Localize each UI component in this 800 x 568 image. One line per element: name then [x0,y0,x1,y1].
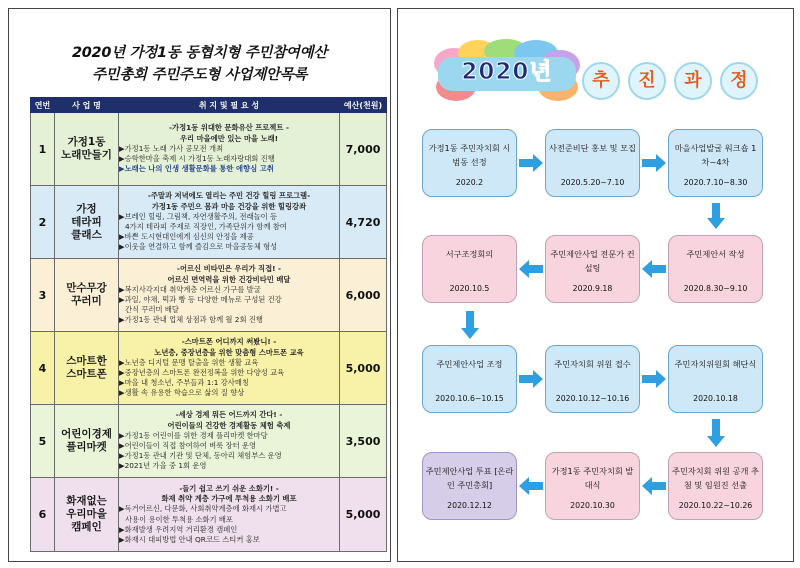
header-project-name: 사 업 명 [55,98,119,113]
name-line: 화재없는 [66,495,107,507]
banner-year: 2020년 [461,59,553,85]
name-line: 만수무강 [66,282,107,294]
desc-line: ▶어린이들이 직접 참여하여 벼룩 장터 운영 [119,441,257,450]
desc-line: ▶이웃을 연결하고 함께 즐김으로 마을공동체 형성 [119,242,278,252]
name-line: 클래스 [71,228,102,241]
step-title: 가정1동 주민자치회 시범동 선정 [428,143,511,167]
name-line: 가정1동 [67,136,106,148]
desc-line: ▶바쁜 도시현대인에게 심신의 안정을 제공 [119,232,254,242]
step-date: 2020.5.20~7.10 [560,178,625,187]
header-purpose: 취 지 및 필 요 성 [119,98,340,113]
desc-line: ▶가정1동 노래 가사 공모전 개최 [119,143,224,153]
process-banner [432,39,772,107]
process-step [545,129,640,197]
process-step [422,235,517,303]
row-project-name [55,332,119,405]
row-budget: 4,720 [340,186,387,259]
header-budget: 예산(천원) [340,98,387,113]
step-date: 2020.8.30~9.10 [683,284,748,293]
step-title: 주민자치위원회 해단식 [674,359,757,369]
arrow-left-icon [519,477,543,495]
banner-char: 진 [628,62,666,100]
step-title: 서구조정회의 [445,249,494,259]
arrow-down-icon [707,419,725,447]
table-row [31,405,387,478]
desc-line: 사용이 용이한 투척용 소화기 배포 [125,514,233,524]
desc-subheading: 어린이들의 건강한 경제활동 체험 축제 [167,420,291,430]
row-number: 2 [31,186,55,259]
row-number: 4 [31,332,55,405]
step-title: 가정1동 주민자치회 발대식 [551,466,634,490]
project-table [30,97,387,552]
row-budget: 7,000 [340,113,387,186]
row-description [119,332,340,405]
step-date: 2020.12.12 [447,501,492,510]
row-description [119,186,340,259]
process-step [422,452,517,520]
process-step [668,452,763,520]
table-row [31,478,387,552]
desc-line: ▶중장년층의 스마트폰 완전정복을 위한 다양성 교육 [119,368,285,377]
desc-line: ▶마을 내 청소년, 주부들과 1:1 강사매칭 [119,378,249,388]
table-row [31,113,387,186]
table-header-row [31,98,387,113]
process-step [668,345,763,413]
table-row [31,332,387,405]
process-step [545,345,640,413]
banner-char: 과 [674,62,712,100]
desc-line: ▶승학한마을 축제 시 가정1동 노래자랑대회 진행 [119,154,275,164]
name-line: 가정 [76,202,97,215]
row-project-name [55,113,119,186]
row-project-name [55,405,119,478]
name-line: 노래만들기 [61,149,112,161]
desc-heading: -스마트폰 어디까지 써봤니! - [181,337,277,347]
step-date: 2020.9.18 [572,284,613,293]
desc-line: ▶화재발생 우려지역 거리환경 캠페인 [119,524,238,534]
project-list-panel [8,8,391,562]
desc-line: 4가지 테라피 주제로 직장인, 가족단위가 함께 참여 [125,222,287,231]
banner-char: 추 [582,62,620,100]
row-budget: 6,000 [340,259,387,332]
process-step [545,235,640,303]
desc-heading: -어르신 비타민은 우리가 직접! - [176,264,282,274]
arrow-down-icon [707,203,725,229]
desc-heading: -세상 경제 뭐든 어드까지 간다! - [175,410,283,420]
row-number: 1 [31,113,55,186]
table-row [31,186,387,259]
desc-subheading: 화재 취약 계층 가구에 투척용 소화기 배포 [161,494,297,504]
table-row [31,259,387,332]
step-date: 2020.7.10~8.30 [683,178,748,187]
row-description [119,259,340,332]
header-number: 연번 [31,98,55,113]
banner-char: 정 [720,62,758,100]
step-date: 2020.10.5 [449,284,490,293]
step-date: 2020.10.12~10.16 [555,394,630,403]
process-step [545,452,640,520]
step-title: 마을사업발굴 워크숍 1차~4차 [674,143,757,167]
desc-line: ▶가정1동 어린이를 위한 경제 플리마켓 한마당 [119,430,268,440]
document-title-line1: 2020년 가정1동 동협치형 주민참여예산 [71,45,328,61]
process-step [422,129,517,197]
row-description [119,113,340,186]
row-project-name [55,478,119,552]
arrow-left-icon [519,260,543,278]
step-title: 주민제안사업 조정 [436,359,503,369]
row-number: 3 [31,259,55,332]
row-budget: 5,000 [340,332,387,405]
row-description [119,478,340,552]
document-title-line2: 주민총회 주민주도형 사업제안목록 [91,67,308,83]
desc-subheading: 우리 마을에만 있는 마을 노래! [179,133,279,143]
row-number: 5 [31,405,55,478]
step-title: 주민자치회 위원 공개 추첨 및 임원진 선출 [672,466,759,490]
name-line: 캠페인 [71,521,102,533]
name-line: 스마트폰 [66,368,107,380]
desc-heading: -가정1동 위대한 문화유산 프로젝트 - [169,123,289,133]
name-line: 어린이경제 [61,428,112,440]
desc-heading: -들기 쉽고 쓰기 쉬운 소화기! - [179,483,279,493]
step-date: 2020.2 [455,178,484,187]
row-budget: 5,000 [340,478,387,552]
arrow-right-icon [519,154,543,172]
process-step [668,129,763,197]
row-description [119,405,340,478]
desc-subheading: 어르신 면역력을 위한 건강비타민 배달 [167,274,291,284]
name-line: 스마트한 [66,355,107,367]
desc-line: ▶생활 속 유용한 학습으로 삶의 질 향상 [119,388,245,398]
desc-line: ▶2021년 가을 중 1회 운영 [119,461,207,471]
desc-subheading: 노년층, 중장년층을 위한 맞춤형 스마트폰 교육 [154,347,304,357]
arrow-down-icon [461,311,479,339]
name-line: 플리마켓 [66,441,107,453]
desc-line: ▶가정1동 관내 기관 및 단체, 동아리 체험부스 운영 [119,451,282,461]
name-line: 테라피 [71,215,102,228]
step-date: 2020.10.22~10.26 [678,501,753,510]
desc-line: ▶과일, 야채, 떡과 빵 등 다양한 메뉴로 구성된 건강 [119,295,282,304]
row-project-name [55,259,119,332]
desc-line: ▶가정1동 관내 업체 상점과 함께 월 2회 진행 [119,315,263,325]
arrow-right-icon [519,370,543,388]
desc-line: ▶브레인 힐링, 그림책, 자연생활주의, 전래놀이 등 [119,211,278,221]
step-title: 주민제안사업 투표 [온라인 주민총회] [425,466,514,490]
desc-line: ▶화재시 대피방법 안내 QR코드 스티커 홍보 [119,534,260,544]
desc-line: ▶복지사각지대 취약계층 어르신 가구를 발굴 [119,284,261,294]
arrow-right-icon [642,154,666,172]
process-step [422,345,517,413]
desc-heading: -주말과 저녁에도 열리는 주민 건강 힐링 프로그램- [147,191,311,201]
name-line: 꾸러미 [71,295,102,307]
step-title: 주민자치회 위원 접수 [554,359,631,369]
row-budget: 3,500 [340,405,387,478]
arrow-left-icon [642,477,666,495]
step-date: 2020.10.30 [570,501,615,510]
step-title: 주민제안서 작성 [686,249,745,259]
desc-line: ▶독거어르신, 다문화, 사회취약계층에 화재시 가볍고 [119,504,287,514]
desc-line: 간식 꾸러미 배달 [125,305,179,315]
step-title: 주민제안사업 전문가 컨설팅 [550,249,635,273]
process-panel [397,8,794,562]
name-line: 우리마을 [66,508,107,520]
desc-line: ▶노래는 나의 인생 생활문화를 통한 애향심 고취 [119,164,274,174]
arrow-left-icon [642,260,666,278]
desc-subheading: 가정1동 주민으 몸과 마음 건강을 위한 힐링강좌 [151,201,307,211]
arrow-right-icon [642,370,666,388]
step-date: 2020.10.18 [693,394,738,403]
desc-line: ▶노년층 디지털 문맹 탈출을 위한 생활 교육 [119,357,259,367]
step-title: 사전준비단 홍보 및 모집 [549,143,636,153]
step-date: 2020.10.6~10.15 [435,394,504,403]
row-project-name [55,186,119,259]
row-number: 6 [31,478,55,552]
process-step [668,235,763,303]
